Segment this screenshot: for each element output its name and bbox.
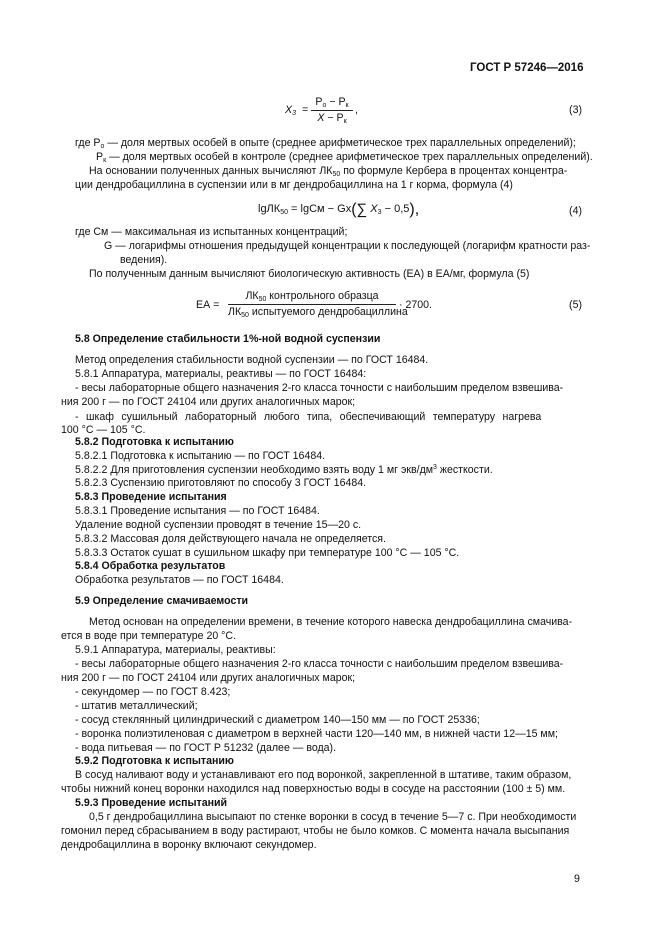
where-4-line-3: ведения). bbox=[120, 254, 168, 266]
paragraph: 5.8.3.3 Остаток сушат в сушильном шкафу при температуре 100 °С — 105 °С. bbox=[75, 547, 460, 559]
list-item-cont: ния 200 г — по ГОСТ 24104 или других аналогичных марок; bbox=[61, 396, 356, 408]
paragraph: 5.8.2.1 Подготовка к испытанию — по ГОСТ 16484. bbox=[75, 450, 326, 462]
ea-paragraph: По полученным данным вычисляют биологическую активность (ЕА) в ЕА/мг, формула (5) bbox=[89, 268, 530, 280]
formula-5-number: (5) bbox=[569, 299, 582, 311]
list-item: - весы лабораторные общего назначения 2-го класса точности с наибольшим пределом взвешива- bbox=[75, 382, 564, 394]
list-item: - штатив металлический; bbox=[75, 700, 198, 712]
paragraph: 0,5 г дендробациллина высыпают по стенке воронки в сосуд в течение 5—7 с. При необходимости bbox=[89, 811, 577, 823]
list-item-cont: ния 200 г — по ГОСТ 24104 или других аналогичных марок; bbox=[61, 672, 356, 684]
formula-3-number: (3) bbox=[569, 104, 582, 116]
paragraph: 5.8.3.1 Проведение испытания — по ГОСТ 16484. bbox=[75, 505, 320, 517]
where-3-line-1: где $P_о$ — доля мертвых особей в опыте (среднее арифметическое трех параллельных определений); bbox=[75, 137, 576, 150]
paragraph-cont: дендробациллина в воронку включают секундомер. bbox=[61, 839, 317, 851]
list-item: - воронка полиэтиленовая с диаметром в верхней части 120—140 мм, в нижней части 12—15 мм; bbox=[75, 728, 558, 740]
list-item-cont: 100 °С — 105 °С. bbox=[61, 424, 146, 436]
formula-3-eq: = bbox=[302, 104, 309, 116]
section-5-8-title: 5.8 Определение стабильности 1%-ной водной суспензии bbox=[75, 333, 381, 345]
paragraph-cont: ется в воде при температуре 20 °С. bbox=[61, 630, 237, 642]
paragraph: 5.8.1 Аппаратура, материалы, реактивы — по ГОСТ 16484: bbox=[75, 368, 367, 380]
paragraph-cont: гомонил перед сбрасыванием в воду растирают, чтобы не было комков. С момента начала высыпания bbox=[61, 825, 570, 837]
where-3-line-2: $P_к$ — доля мертвых особей в контроле (среднее арифметическое трех параллельных определений). bbox=[96, 151, 593, 164]
standard-header: ГОСТ Р 57246—2016 bbox=[470, 62, 584, 74]
subsection-title: 5.8.3 Проведение испытания bbox=[75, 491, 227, 503]
list-item: - секундомер — по ГОСТ 8.423; bbox=[75, 686, 231, 698]
formula-3-lhs: $X_3$ bbox=[285, 104, 296, 117]
kerber-paragraph-line-2: ции дендробациллина в суспензии или в мг дендробациллина на 1 г корма, формула (4) bbox=[75, 179, 513, 191]
paragraph: 5.8.2.2 Для приготовления суспензии необходимо взять воду 1 мг экв/$дм^3$ жесткости. bbox=[75, 464, 493, 476]
subsection-title: 5.9.2 Подготовка к испытанию bbox=[75, 755, 234, 767]
paragraph: Метод основан на определении времени, в течение которого навеска дендробациллина смачива- bbox=[89, 616, 573, 628]
paragraph: 5.8.3.2 Массовая доля действующего начала не определяется. bbox=[75, 533, 386, 545]
list-item: - весы лабораторные общего назначения 2-го класса точности с наибольшим пределом взвешива- bbox=[75, 658, 564, 670]
formula-4: lgЛК$_{50}$ = lgCм − Gx(∑ $X_3 - 0,5$), bbox=[258, 201, 420, 218]
subsection-title: 5.8.4 Обработка результатов bbox=[75, 560, 226, 572]
page-number: 9 bbox=[574, 873, 580, 885]
list-item: - шкаф сушильный лабораторный любого типа, обеспечивающий температуру нагрева bbox=[75, 411, 542, 423]
subsection-title: 5.9.3 Проведение испытаний bbox=[75, 797, 228, 809]
formula-5-fraction: $ЛК_{50}$ контрольного образца $ЛК_{50}$ испытуемого дендробациллина bbox=[228, 290, 408, 319]
formula-4-number: (4) bbox=[569, 205, 582, 217]
kerber-paragraph-line-1: На основании полученных данных вычисляют $ЛК_{50}$ по формуле Кербера в процентах концентра- bbox=[89, 165, 568, 178]
paragraph: Обработка результатов — по ГОСТ 16484. bbox=[75, 574, 284, 586]
paragraph: 5.9.1 Аппаратура, материалы, реактивы: bbox=[75, 644, 276, 656]
paragraph: 5.8.2.3 Суспензию приготовляют по способу 3 ГОСТ 16484. bbox=[75, 477, 367, 489]
paragraph-cont: чтобы нижний конец воронки находился над поверхностью воды в сосуде на расстоянии (100 ± 5) мм. bbox=[61, 783, 566, 795]
paragraph: В сосуд наливают воду и устанавливают его под воронкой, закрепленной в штативе, таким образом, bbox=[75, 769, 572, 781]
where-4-line-2: G — логарифмы отношения предыдущей концентрации к последующей (логарифм кратности раз- bbox=[104, 240, 591, 252]
paragraph: Удаление водной суспензии проводят в течение 15—20 с. bbox=[75, 519, 362, 531]
paragraph: Метод определения стабильности водной суспензии — по ГОСТ 16484. bbox=[75, 354, 429, 366]
formula-5-lhs: ЕА = bbox=[196, 299, 220, 311]
subsection-title: 5.8.2 Подготовка к испытанию bbox=[75, 436, 234, 448]
section-5-9-title: 5.9 Определение смачиваемости bbox=[75, 595, 249, 607]
where-4-line-1: где Cм — максимальная из испытанных концентраций; bbox=[75, 226, 348, 238]
formula-3-fraction: $P_o - P_к$ $X - P_к$ bbox=[311, 96, 353, 125]
list-item: - сосуд стеклянный цилиндрический с диаметром 140—150 мм — по ГОСТ 25336; bbox=[75, 714, 480, 726]
list-item: - вода питьевая — по ГОСТ Р 51232 (далее — вода). bbox=[75, 742, 337, 754]
